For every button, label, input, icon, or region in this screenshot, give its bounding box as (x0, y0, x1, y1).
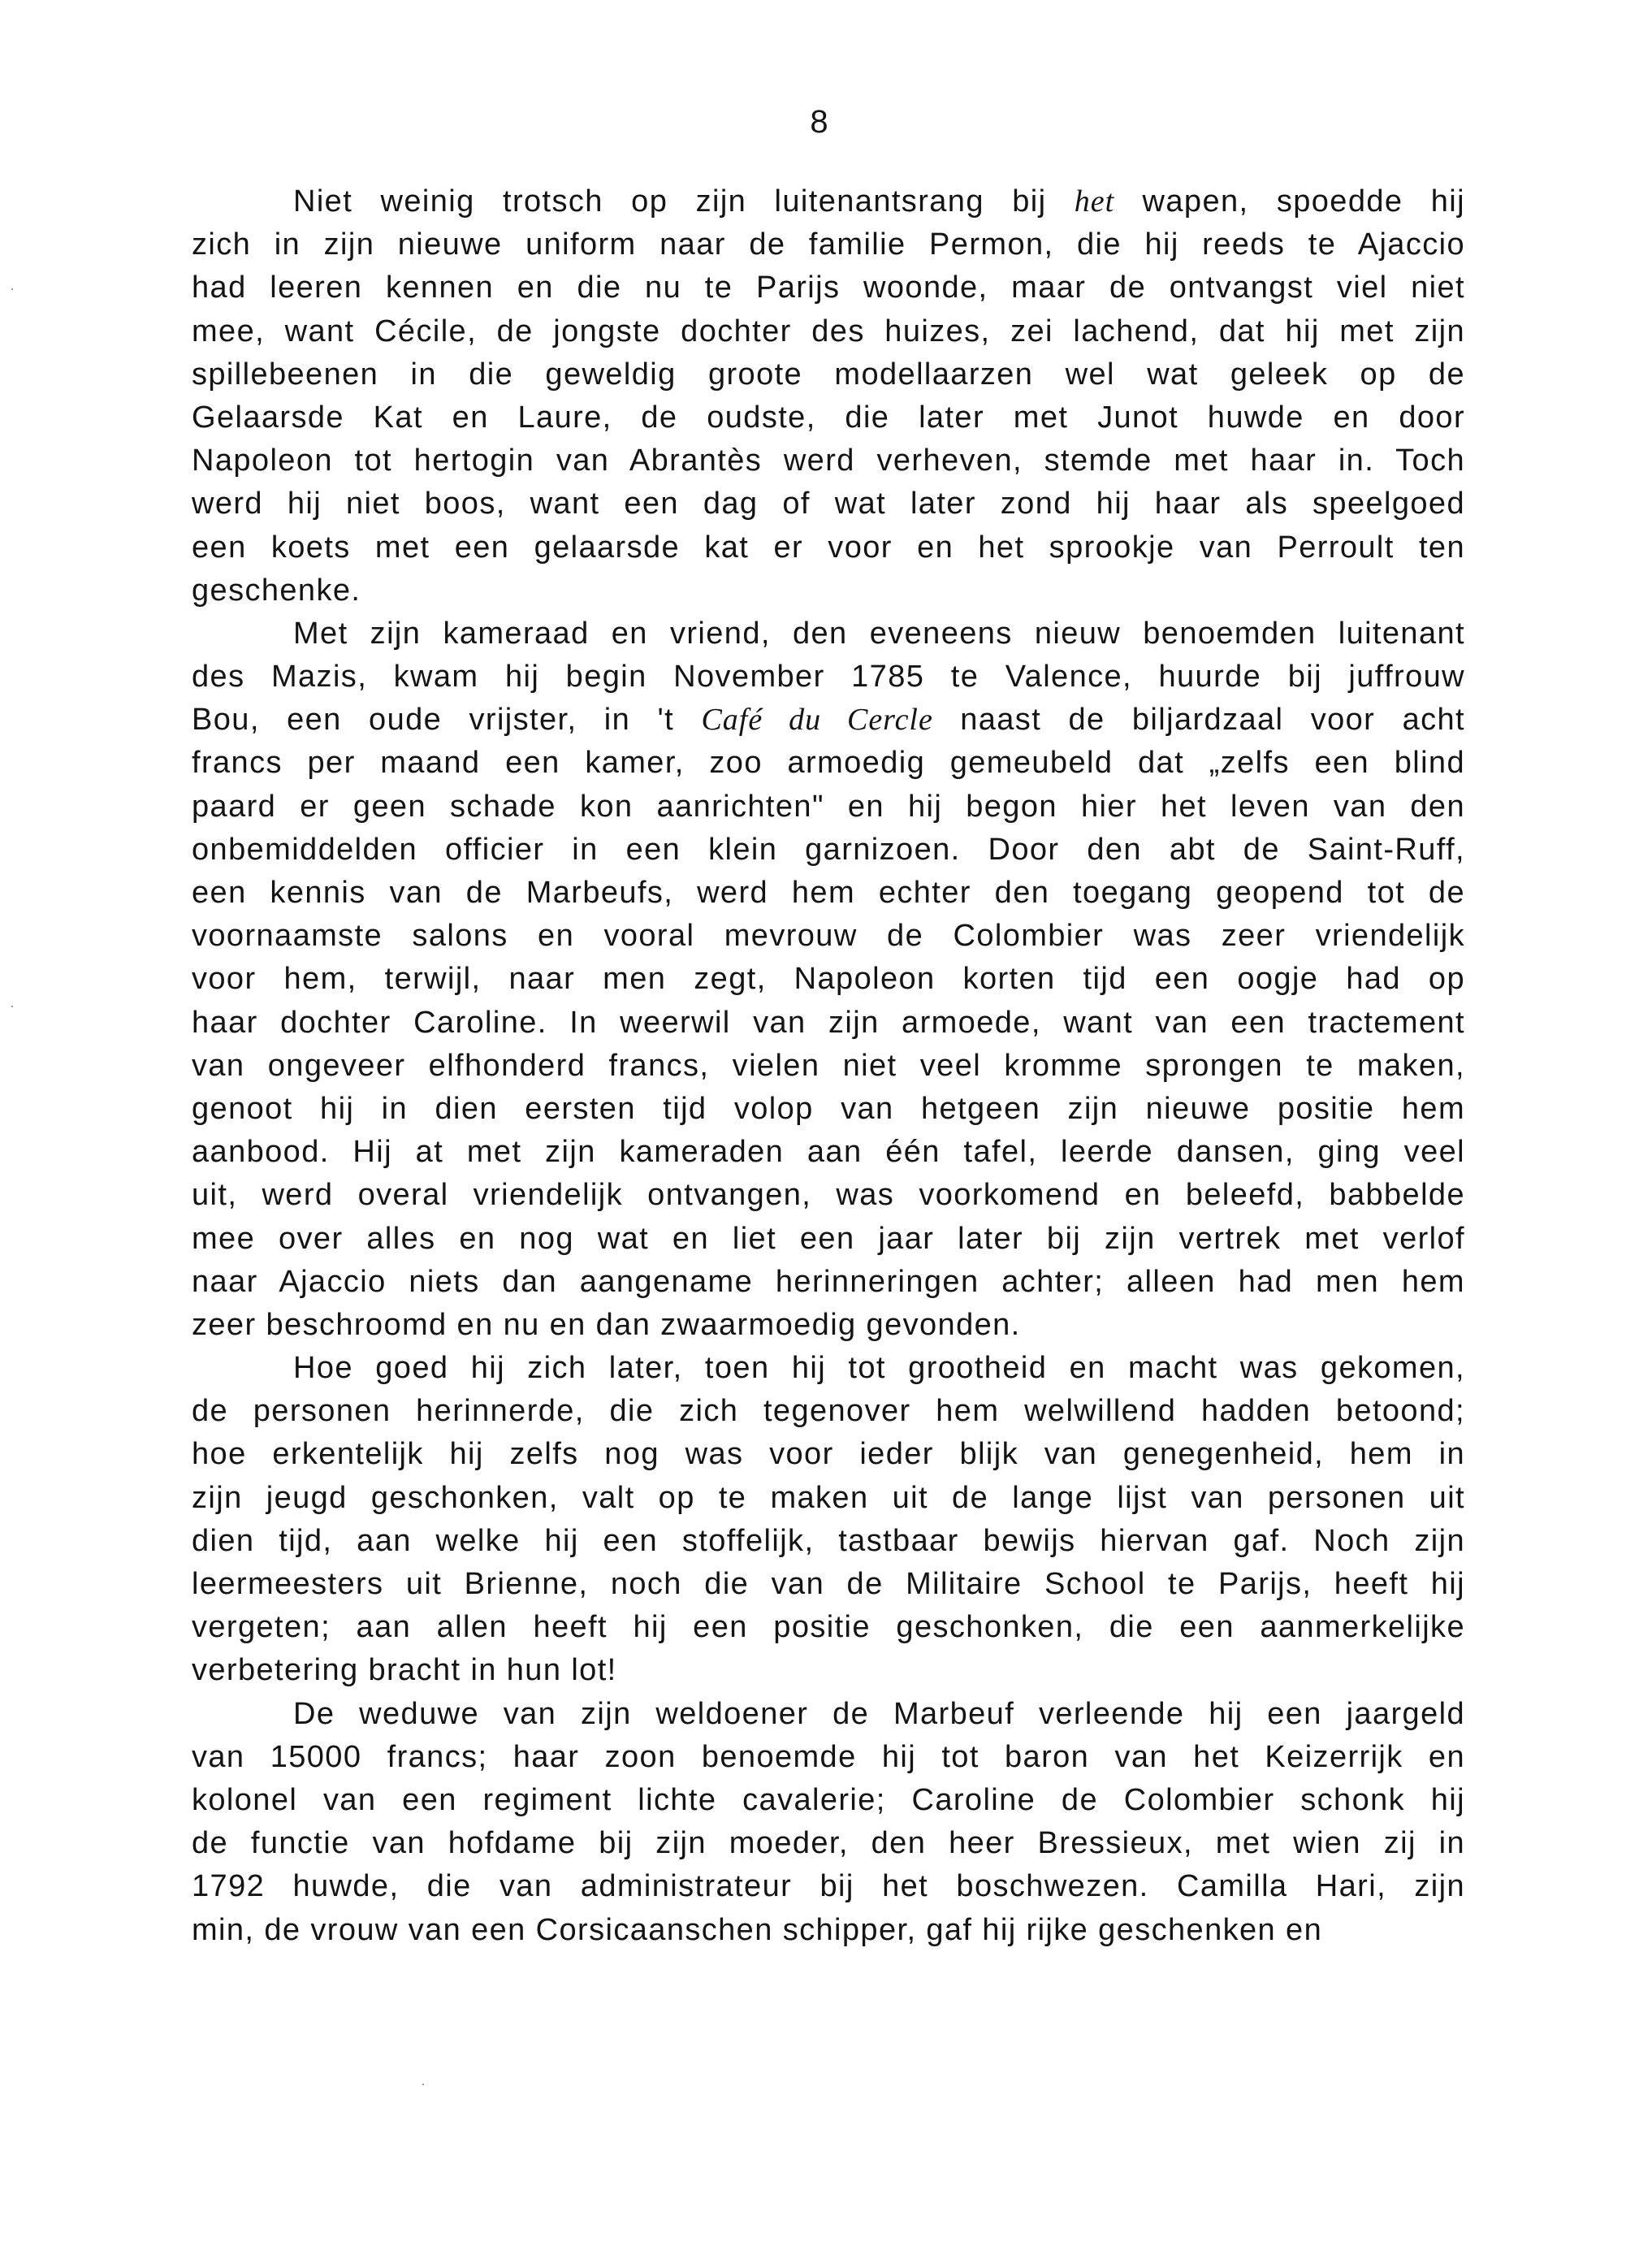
text-line (192, 1909, 1465, 1952)
text-line (192, 872, 1465, 915)
text-run: Hoe goed hij zich later, toen hij tot grootheid en macht was gekomen, (293, 1351, 1465, 1386)
text-run: een koets met een gelaarsde kat er voor en het sprookje van Perroult ten (192, 530, 1465, 565)
text-line (192, 1347, 1465, 1390)
text-run: aanbood. Hij at met zijn kameraden aan één tafel, leerde dansen, ging veel (192, 1135, 1465, 1170)
text-line (192, 1390, 1465, 1433)
paragraph (192, 1347, 1465, 1693)
text-line (192, 1606, 1465, 1649)
text-line (192, 1822, 1465, 1865)
text-line (192, 1736, 1465, 1779)
text-run: Met zijn kameraad en vriend, den eveneens nieuw benoemden luitenant (293, 616, 1465, 651)
text-run: werd hij niet boos, want een dag of wat later zond hij haar als speelgoed (192, 487, 1465, 522)
text-line (192, 1520, 1465, 1563)
text-line (192, 1649, 1465, 1692)
text-run: leermeesters uit Brienne, noch die van de Militaire School te Parijs, heeft hij (192, 1567, 1465, 1601)
text-line (192, 353, 1465, 396)
text-run: van ongeveer elfhonderd francs, vielen niet veel kromme sprongen te maken, (192, 1048, 1465, 1083)
text-line (192, 829, 1465, 872)
text-run: onbemiddelden officier in een klein garnizoen. Door den abt de Saint-Ruff, (192, 832, 1465, 867)
text-run: des Mazis, kwam hij begin November 1785 te Valence, huurde bij juffrouw (192, 660, 1465, 695)
text-run: haar dochter Caroline. In weerwil van zijn armoede, want van een tractement (192, 1005, 1465, 1040)
text-run: kolonel van een regiment lichte cavalerie; Caroline de Colombier schonk hij (192, 1782, 1465, 1817)
text-line (192, 483, 1465, 526)
body-text (192, 180, 1465, 1952)
text-run: min, de vrouw van een Corsicaanschen schipper, gaf hij rijke geschenken en (192, 1912, 1323, 1947)
text-line (192, 180, 1465, 223)
text-run: dien tijd, aan welke hij een stoffelijk, tastbaar bewijs hiervan gaf. Noch zijn (192, 1523, 1465, 1558)
text-run: naar Ajaccio niets dan aangename herinneringen achter; alleen had men hem (192, 1264, 1465, 1299)
text-run: van 15000 francs; haar zoon benoemde hij tot baron van het Keizerrijk en (192, 1739, 1465, 1774)
text-line (192, 612, 1465, 656)
text-line (192, 1779, 1465, 1822)
text-run: zeer beschroomd en nu en dan zwaarmoedig gevonden. (192, 1307, 1021, 1342)
text-line (192, 1304, 1465, 1347)
text-run: genoot hij in dien eersten tijd volop van hetgeen zijn nieuwe positie hem (192, 1091, 1465, 1126)
page-number: 8 (810, 104, 829, 140)
scan-speck (11, 1006, 13, 1007)
text-run: De weduwe van zijn weldoener de Marbeuf verleende hij een jaargeld (293, 1696, 1465, 1731)
text-line (192, 439, 1465, 483)
paragraph (192, 612, 1465, 1347)
text-run: uit, werd overal vriendelijk ontvangen, was voorkomend en beleefd, babbelde (192, 1178, 1465, 1213)
text-run: Niet weinig trotsch op zijn luitenantsrang bij (293, 184, 1075, 219)
text-run: voornaamste salons en vooral mevrouw de Colombier was zeer vriendelijk (192, 919, 1465, 954)
scan-speck (422, 2084, 424, 2085)
text-line (192, 1218, 1465, 1261)
text-line (192, 396, 1465, 439)
text-run: francs per maand een kamer, zoo armoedig gemeubeld dat „zelfs een blind (192, 746, 1465, 781)
scan-speck (11, 288, 13, 290)
text-line (192, 1131, 1465, 1174)
text-line (192, 1045, 1465, 1088)
text-run: verbetering bracht in hun lot! (192, 1653, 617, 1688)
text-line (192, 223, 1465, 266)
text-line (192, 915, 1465, 958)
text-run: Bou, een oude vrijster, in 't (192, 703, 702, 738)
paragraph (192, 180, 1465, 612)
text-run: geschenke. (192, 573, 361, 608)
text-line (192, 1261, 1465, 1304)
text-line (192, 1002, 1465, 1045)
text-line (192, 266, 1465, 309)
text-run: had leeren kennen en die nu te Parijs woonde, maar de ontvangst viel niet (192, 271, 1465, 305)
text-line (192, 958, 1465, 1001)
text-line (192, 699, 1465, 742)
text-line (192, 786, 1465, 829)
italic-phrase: Café du Cercle (701, 703, 933, 738)
text-run: mee over alles en nog wat en liet een jaar later bij zijn vertrek met verlof (192, 1221, 1465, 1256)
text-line (192, 1433, 1465, 1476)
text-run: een kennis van de Marbeufs, werd hem echter den toegang geopend tot de (192, 876, 1465, 910)
text-line (192, 742, 1465, 785)
text-line (192, 1693, 1465, 1736)
italic-phrase: het (1074, 184, 1115, 219)
text-line (192, 1174, 1465, 1217)
text-run: 1792 huwde, die van administrateur bij het boschwezen. Camilla Hari, zijn (192, 1869, 1465, 1904)
text-line (192, 1563, 1465, 1606)
text-run: paard er geen schade kon aanrichten" en hij begon hier het leven van den (192, 789, 1465, 824)
text-run: zich in zijn nieuwe uniform naar de familie Permon, die hij reeds te Ajaccio (192, 227, 1465, 262)
text-run: de functie van hofdame bij zijn moeder, den heer Bressieux, met wien zij in (192, 1826, 1465, 1861)
text-run: zijn jeugd geschonken, valt op te maken uit de lange lijst van personen uit (192, 1480, 1465, 1515)
text-run: Napoleon tot hertogin van Abrantès werd verheven, stemde met haar in. Toch (192, 444, 1465, 478)
text-run: vergeten; aan allen heeft hij een positie geschonken, die een aanmerkelijke (192, 1610, 1465, 1645)
text-run: hoe erkentelijk hij zelfs nog was voor ieder blijk van genegenheid, hem in (192, 1437, 1465, 1472)
text-run: mee, want Cécile, de jongste dochter des huizes, zei lachend, dat hij met zijn (192, 314, 1465, 348)
text-run: wapen, spoedde hij (1114, 184, 1465, 219)
paragraph (192, 1693, 1465, 1952)
text-line (192, 526, 1465, 569)
text-line (192, 1865, 1465, 1908)
text-run: Gelaarsde Kat en Laure, de oudste, die later met Junot huwde en door (192, 400, 1465, 435)
text-line (192, 1477, 1465, 1520)
text-line (192, 310, 1465, 353)
text-run: naast de biljardzaal voor acht (932, 703, 1465, 738)
text-run: de personen herinnerde, die zich tegenover hem welwillend hadden betoond; (192, 1394, 1465, 1429)
text-run: spillebeenen in die geweldig groote modellaarzen wel wat geleek op de (192, 357, 1465, 392)
text-line (192, 656, 1465, 699)
text-line (192, 1088, 1465, 1131)
text-run: voor hem, terwijl, naar men zegt, Napoleon korten tijd een oogje had op (192, 962, 1465, 997)
text-line (192, 569, 1465, 612)
